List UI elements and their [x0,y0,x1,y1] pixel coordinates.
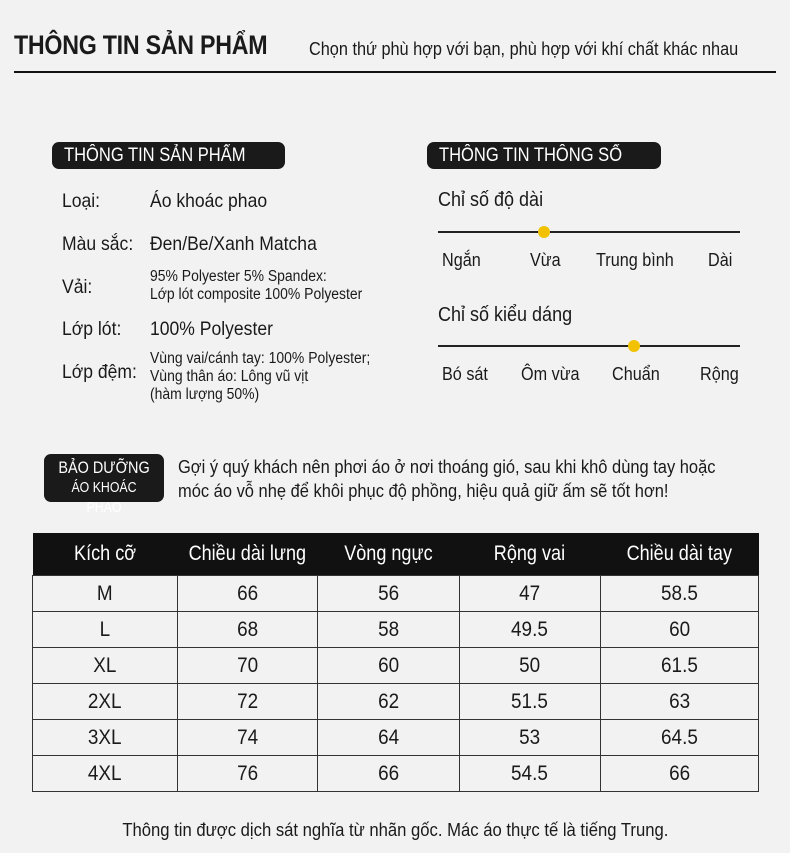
table-cell: 51.5 [459,684,600,720]
care-instructions: Gợi ý quý khách nên phơi áo ở nơi thoáng gió, sau khi khô dùng tay hoặc móc áo vỗ nhẹ để khôi phục độ phồng, hiệu quả giữ ấm sẽ tốt hơn! [178,456,716,501]
spec-info-heading: THÔNG TIN THÔNG SỐ [427,142,661,169]
length-scale-track [438,231,740,233]
table-cell: 60 [317,648,459,684]
table-cell: 50 [459,648,600,684]
table-cell: 63 [600,684,758,720]
table-cell: 66 [317,756,459,792]
fit-label-standard: Chuẩn [612,364,660,384]
header-divider [14,71,776,73]
length-label-regular: Vừa [530,250,561,270]
page-subtitle: Chọn thứ phù hợp với bạn, phù hợp với khí chất khác nhau [309,38,739,59]
table-cell: 2XL [33,684,178,720]
fit-label-loose: Rộng [700,364,739,384]
table-cell: 66 [600,756,758,792]
size-table [32,533,759,792]
header-sleeve: Chiều dài tay [600,533,758,576]
size-table-header [33,533,759,576]
table-cell: 66 [178,576,317,612]
table-row [33,720,759,756]
table-cell: 61.5 [600,648,758,684]
product-info-heading: THÔNG TIN SẢN PHẨM [52,142,285,169]
table-cell: 58.5 [600,576,758,612]
table-row [33,612,759,648]
fit-scale-labels [438,364,748,388]
table-cell: XL [33,648,178,684]
care-badge: BẢO DƯỠNG ÁO KHOÁC PHAO [44,454,164,502]
table-cell: 53 [459,720,600,756]
table-cell: 74 [178,720,317,756]
table-cell: 64 [317,720,459,756]
fit-scale-track [438,345,740,347]
length-label-long: Dài [708,250,733,270]
table-cell: 62 [317,684,459,720]
table-row [33,576,759,612]
info-padding-value: Vùng vai/cánh tay: 100% Polyester; Vùng thân áo: Lông vũ vịt (hàm lượng 50%) [150,350,371,403]
table-cell: 58 [317,612,459,648]
table-cell: 64.5 [600,720,758,756]
table-row [33,648,759,684]
table-row [33,684,759,720]
fit-label-slim: Bó sát [442,364,488,384]
footer-note: Thông tin được dịch sát nghĩa từ nhãn gốc. Mác áo thực tế là tiếng Trung. [121,819,669,840]
table-cell: 3XL [33,720,178,756]
header-chest: Vòng ngực [317,533,459,576]
header-size: Kích cỡ [33,533,178,576]
table-cell: 72 [178,684,317,720]
table-cell: L [33,612,178,648]
table-row [33,756,759,792]
header-shoulder: Rộng vai [459,533,600,576]
table-cell: 54.5 [459,756,600,792]
length-scale-labels [438,250,748,274]
length-scale-title: Chỉ số độ dài [438,189,544,211]
length-scale-marker [538,226,550,238]
header-back-length: Chiều dài lưng [178,533,317,576]
page-title: THÔNG TIN SẢN PHẨM [14,30,268,60]
fit-scale-marker [628,340,640,352]
table-cell: 68 [178,612,317,648]
table-cell: 4XL [33,756,178,792]
info-fabric-value: 95% Polyester 5% Spandex: Lớp lót composite 100% Polyester [150,268,363,303]
length-label-medium: Trung bình [596,250,674,270]
table-cell: 56 [317,576,459,612]
table-cell: 76 [178,756,317,792]
table-cell: 60 [600,612,758,648]
table-cell: M [33,576,178,612]
table-cell: 70 [178,648,317,684]
page-header [14,30,776,70]
table-cell: 47 [459,576,600,612]
fit-label-fitted: Ôm vừa [521,364,580,384]
length-label-short: Ngắn [442,250,481,270]
fit-scale-title: Chỉ số kiểu dáng [438,304,573,326]
table-cell: 49.5 [459,612,600,648]
